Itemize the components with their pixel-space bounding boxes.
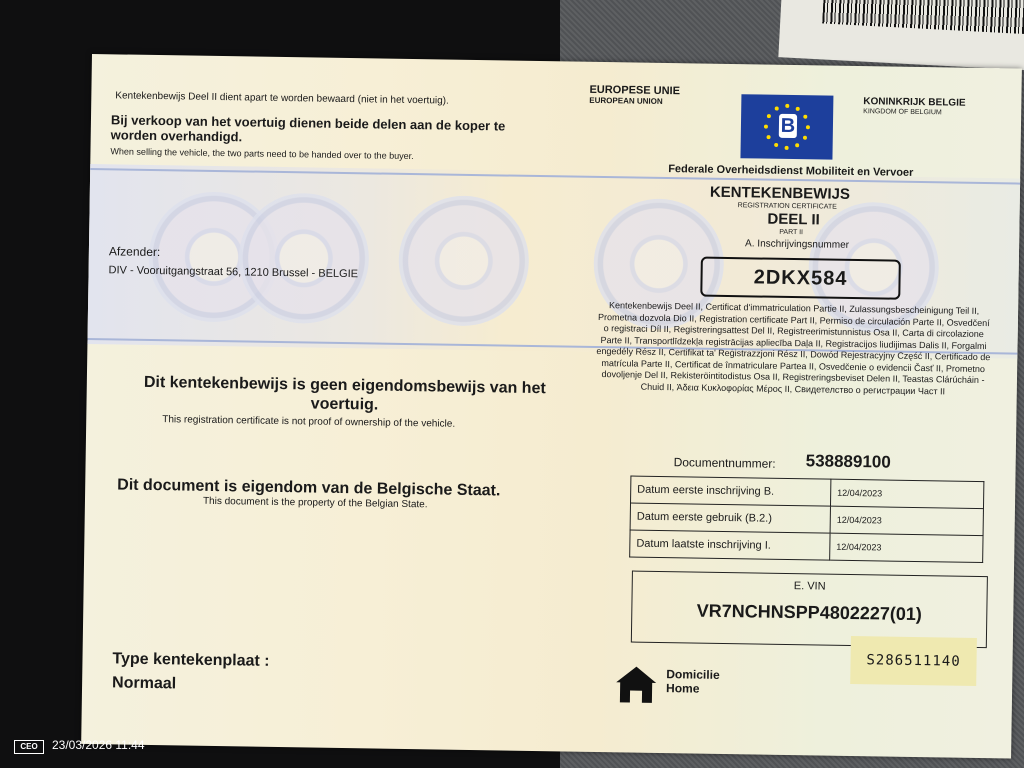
- date-label: Datum eerste inschrijving B.: [631, 476, 831, 506]
- license-plate-number: 2DKX584: [700, 257, 901, 300]
- wheel-watermark: [398, 195, 530, 327]
- date-label: Datum eerste gebruik (B.2.): [630, 503, 830, 533]
- date-value: 12/04/2023: [830, 479, 983, 508]
- wheel-watermark: [238, 192, 370, 324]
- registration-dates-table: [629, 476, 984, 564]
- eu-flag: [740, 94, 833, 159]
- registration-number-label: A. Inschrijvingsnummer: [745, 238, 850, 251]
- state-property-dutch: Dit document is eigendom van de Belgische Staat.: [117, 476, 501, 500]
- serial-number-sticker: S286511140: [850, 636, 977, 686]
- eu-label-dutch: EUROPESE UNIE: [589, 83, 681, 98]
- registration-document: [81, 54, 1022, 759]
- photo-timestamp: 23/03/2026 11:44: [52, 738, 145, 752]
- home-icon: [614, 664, 659, 705]
- certificate-title-english: REGISTRATION CERTIFICATE: [737, 202, 837, 211]
- keep-separate-note: Kentekenbewijs Deel II dient apart te worden bewaard (niet in het voertuig).: [115, 90, 449, 107]
- table-row: [630, 530, 983, 563]
- not-proof-of-ownership-dutch: Dit kentekenbewijs is geen eigendomsbewijs van het voertuig.: [143, 373, 546, 414]
- plate-type-value: Normaal: [111, 674, 177, 693]
- kingdom-label-english: KINGDOM OF BELGIUM: [863, 108, 942, 117]
- date-value: 12/04/2023: [830, 506, 983, 535]
- vin-value: VR7NCHNSPP4802227(01): [696, 600, 923, 625]
- sale-note-english: When selling the vehicle, the two parts need to be handed over to the buyer.: [110, 146, 414, 162]
- sender-label: Afzender:: [108, 244, 161, 260]
- not-proof-of-ownership-english: This registration certificate is not proof of ownership of the vehicle.: [162, 414, 456, 430]
- eu-label-english: EUROPEAN UNION: [589, 95, 663, 106]
- certificate-part-english: PART II: [779, 228, 804, 237]
- document-number-label: Documentnummer:: [673, 455, 776, 471]
- country-code-badge: B: [780, 114, 796, 138]
- document-number-value: 538889100: [805, 451, 891, 472]
- certificate-part: DEEL II: [767, 210, 820, 229]
- sale-note-dutch: Bij verkoop van het voertuig dienen beide delen aan de koper te worden overhandigd.: [110, 112, 506, 145]
- sender-address: DIV - Vooruitgangstraat 56, 1210 Brussel - BELGIE: [108, 264, 359, 281]
- barcode: [822, 0, 1024, 34]
- certificate-title: KENTEKENBEWIJS: [709, 183, 851, 203]
- kingdom-label-dutch: KONINKRIJK BELGIE: [863, 96, 966, 109]
- multilingual-title: Kentekenbewijs Deel II, Certificat d'immatriculation Partie II, Zulassungsbescheinigung Teil II, Prometna dozvola Dio II, Registration certificate Part II, Permiso de circulación Parte II, Osvedčení o registraci Díl II, Registreringsattest Del II, Registreerimistunnistus Osa II, Carta di circolazione Parte II, Transportlīdzekļa registrācijas apliecība Daļa II, Registracijos liudijimas Dalis II, Forgalmi engedély Rész II, Certifikat ta' Reġistrazzjoni Rész II, Dowód Rejestracyjny Część II, Certificado de matrícula Parte II, Certificat de înmatriculare Partea II, Osvedčenie o evidencii Časť II, Prometno dovoljenje Del II, Rekisteröintitodistus Osa II, Registreringsbeviset Delen II, Teastas Clárúcháin - Chuid II, Άδεια Κυκλοφορίας Μέρος II, Свидетелство о регистрации Част II: [596, 300, 991, 396]
- plate-type-label: Type kentekenplaat :: [112, 650, 270, 670]
- camera-logo: CEO: [14, 740, 44, 754]
- home-label: Home: [666, 681, 700, 696]
- state-property-english: This document is the property of the Belgian State.: [202, 495, 428, 511]
- date-value: 12/04/2023: [830, 533, 983, 562]
- vin-label: E. VIN: [793, 580, 826, 593]
- date-label: Datum laatste inschrijving I.: [630, 530, 830, 560]
- domicile-label: Domicilie: [666, 667, 720, 682]
- federal-service: Federale Overheidsdienst Mobiliteit en Vervoer: [668, 163, 914, 179]
